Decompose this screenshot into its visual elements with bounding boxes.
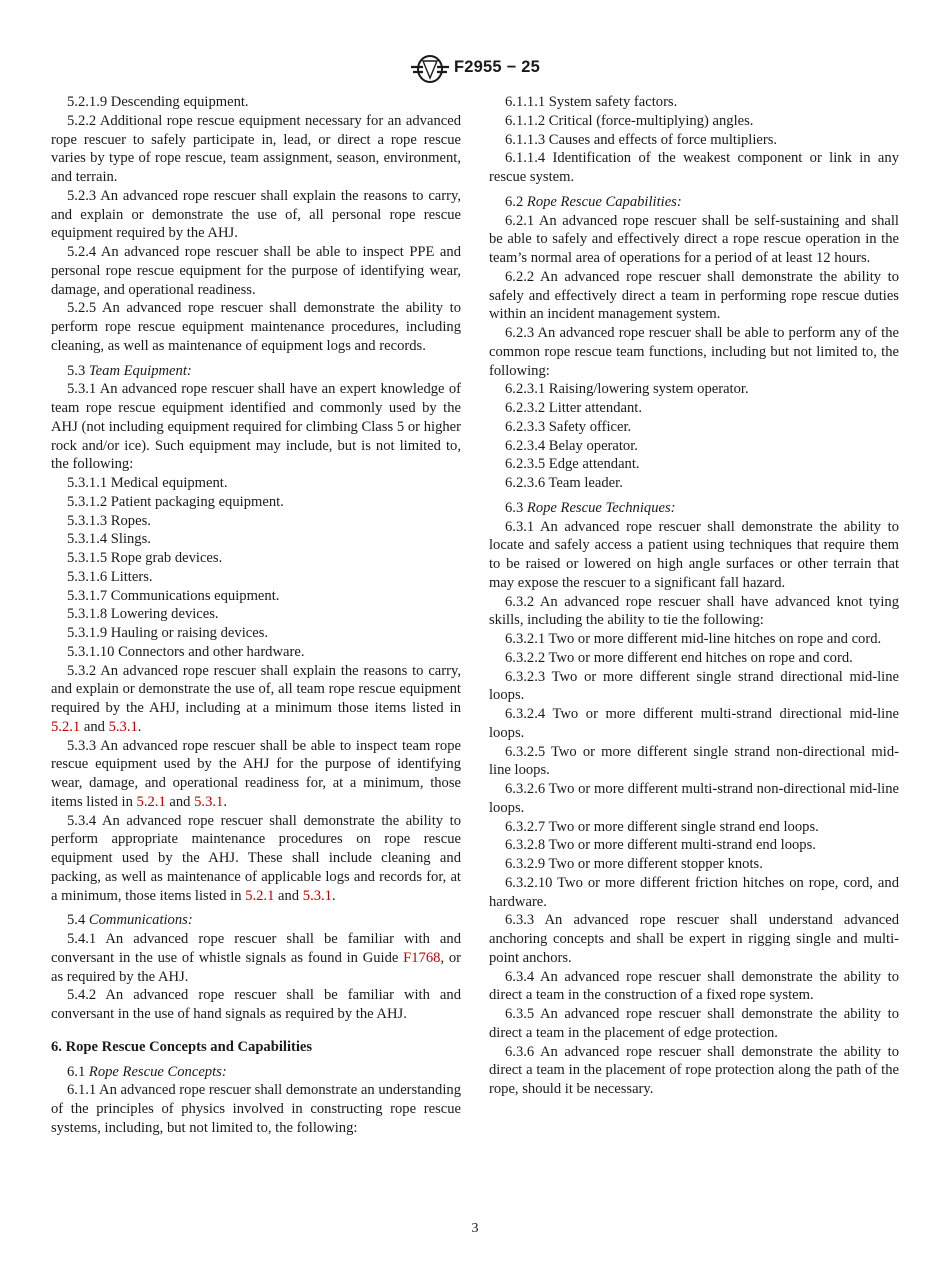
list-item: 6.1.1.1 System safety factors.	[505, 94, 678, 110]
list-item: 6.2.3.3 Safety officer.	[505, 418, 632, 435]
page-number: 3	[471, 1221, 479, 1236]
ref-link-5-2-1[interactable]: 5.2.1	[245, 887, 275, 904]
section-heading-6-3: 6.3 Rope Rescue Techniques:	[505, 499, 676, 516]
list-item: 6.3.2.6 Two or more different multi-strand non-directional mid-line loops.	[489, 781, 899, 816]
paragraph: 5.3.3 An advanced rope rescuer shall be able to inspect team rope rescue equipment used by the AHJ for the purpose of identifying wear, damage, and operational readiness for, at a minimum, those items listed in 5.2.1 and 5.3.1.	[51, 737, 461, 810]
section-heading-6-1: 6.1 Rope Rescue Concepts:	[67, 1063, 227, 1080]
list-item: 6.3.2.1 Two or more different mid-line hitches on rope and cord.	[505, 631, 882, 647]
paragraph: 5.2.1.9 Descending equipment.	[67, 94, 249, 110]
paragraph: 6.3.4 An advanced rope rescuer shall demonstrate the ability to direct a team in the construction of a fixed rope system.	[489, 968, 899, 1004]
list-item: 6.2.3.4 Belay operator.	[505, 437, 638, 454]
ref-link-5-3-1[interactable]: 5.3.1	[302, 887, 332, 904]
ref-link-5-3-1[interactable]: 5.3.1	[194, 793, 224, 810]
list-item: 6.2.3.2 Litter attendant.	[505, 400, 642, 416]
ref-link-5-3-1[interactable]: 5.3.1	[108, 718, 138, 735]
list-item: 5.3.1.7 Communications equipment.	[67, 587, 280, 604]
section-heading-6-2: 6.2 Rope Rescue Capabilities:	[505, 193, 682, 210]
list-item: 5.3.1.9 Hauling or raising devices.	[67, 625, 269, 641]
list-item: 5.3.1.3 Ropes.	[67, 512, 151, 529]
paragraph: 6.3.1 An advanced rope rescuer shall demonstrate the ability to locate and safely access a patient using techniques that require them to be raised or lowered on high angle surfaces or other terrain that may expose the rescuer to a significant fall hazard.	[489, 518, 899, 591]
list-item: 6.1.1.4 Identification of the weakest component or link in any rescue system.	[489, 150, 899, 185]
paragraph: 5.2.3 An advanced rope rescuer shall explain the reasons to carry, and explain or demonstrate the use of, all personal rope rescue equipment required by the AHJ.	[51, 187, 461, 242]
paragraph: 5.2.5 An advanced rope rescuer shall demonstrate the ability to perform rope rescue equipment maintenance procedures, including cleaning, as well as maintenance of equipment logs and records.	[51, 300, 461, 354]
list-item: 6.3.2.7 Two or more different single strand end loops.	[505, 818, 819, 835]
paragraph: 6.3.2 An advanced rope rescuer shall have advanced knot tying skills, including the ability to tie the following:	[489, 593, 899, 629]
list-item: 6.1.1.2 Critical (force-multiplying) angles.	[505, 112, 754, 129]
list-item: 5.3.1.1 Medical equipment.	[67, 475, 228, 491]
paragraph: 5.2.4 An advanced rope rescuer shall be able to inspect PPE and personal rope rescue equipment for the purpose of identifying wear, damage, and operational readiness.	[51, 244, 461, 298]
standard-designation: F2955 − 25	[454, 58, 540, 76]
paragraph: 5.3.2 An advanced rope rescuer shall explain the reasons to carry, and explain or demonstrate the use of, all team rope rescue equipment required by the AHJ, including at a minimum those items listed in 5.2.1 and 5.3.1.	[51, 662, 461, 735]
paragraph: 6.2.3 An advanced rope rescuer shall be able to perform any of the common rope rescue team functions, including but not limited to, the following:	[489, 325, 899, 379]
list-item: 5.3.1.8 Lowering devices.	[67, 606, 219, 623]
paragraph: 5.3.1 An advanced rope rescuer shall have an expert knowledge of team rope rescue equipment identified and commonly used by the AHJ (not including equipment required for climbing Class 5 or higher rock and/or ice). Such equipment may include, but is not limited to, the following:	[51, 381, 461, 473]
list-item: 6.2.3.5 Edge attendant.	[505, 456, 640, 473]
list-item: 5.3.1.4 Slings.	[67, 531, 151, 548]
list-item: 6.2.3.6 Team leader.	[505, 475, 623, 491]
left-column	[51, 93, 461, 1138]
paragraph: 6.2.2 An advanced rope rescuer shall demonstrate the ability to safely and effectively direct a team in performing rope rescue duties within an incident management system.	[489, 268, 899, 323]
paragraph: 5.4.1 An advanced rope rescuer shall be familiar with and conversant in the use of whistle signals as found in Guide F1768, or as required by the AHJ.	[51, 931, 461, 985]
list-item: 5.3.1.2 Patient packaging equipment.	[67, 493, 284, 510]
paragraph: 5.4.2 An advanced rope rescuer shall be familiar with and conversant in the use of hand signals as required by the AHJ.	[51, 987, 461, 1022]
ref-link-5-2-1[interactable]: 5.2.1	[51, 718, 81, 735]
page-header	[0, 55, 950, 85]
list-item: 6.2.3.1 Raising/lowering system operator.	[505, 381, 749, 398]
list-item: 5.3.1.10 Connectors and other hardware.	[67, 643, 305, 660]
section-title-6: 6. Rope Rescue Concepts and Capabilities	[51, 1038, 313, 1055]
section-heading-5-3: 5.3 Team Equipment:	[67, 362, 192, 379]
right-column	[489, 93, 899, 1099]
list-item: 6.3.2.10 Two or more different friction hitches on rope, cord, and hardware.	[489, 874, 899, 910]
list-item: 6.3.2.8 Two or more different multi-strand end loops.	[505, 837, 816, 854]
list-item: 5.3.1.5 Rope grab devices.	[67, 550, 223, 566]
list-item: 6.3.2.3 Two or more different single strand directional mid-line loops.	[489, 668, 899, 704]
ref-link-f1768[interactable]: F1768	[403, 949, 441, 966]
paragraph: 5.3.4 An advanced rope rescuer shall demonstrate the ability to perform appropriate maintenance procedures on rope rescue equipment used by the AHJ. These shall include cleaning and packing, as well as maintenance of applicable logs and records for, at a minimum, those items listed in 5.2.1 and 5.3.1.	[51, 812, 461, 904]
list-item: 6.3.2.4 Two or more different multi-strand directional mid-line loops.	[489, 706, 899, 741]
paragraph: 5.2.2 Additional rope rescue equipment necessary for an advanced rope rescuer to safely participate in, lead, or direct a rope rescue varies by type of rope rescue, team assignment, season, environment, and terrain.	[51, 112, 461, 185]
list-item: 6.1.1.3 Causes and effects of force multipliers.	[505, 131, 778, 148]
list-item: 6.3.2.5 Two or more different single strand non-directional mid-line loops.	[489, 743, 899, 779]
paragraph: 6.1.1 An advanced rope rescuer shall demonstrate an understanding of the principles of physics involved in constructing rope rescue systems, including, but not limited to, the following:	[51, 1082, 461, 1136]
list-item: 6.3.2.9 Two or more different stopper knots.	[505, 856, 763, 872]
list-item: 5.3.1.6 Litters.	[67, 568, 153, 585]
paragraph: 6.2.1 An advanced rope rescuer shall be self-sustaining and shall be able to safely and effectively direct a rope rescue operation in the team’s normal area of operations for a period of at least 12 hours.	[489, 212, 899, 266]
paragraph: 6.3.3 An advanced rope rescuer shall understand advanced anchoring concepts and shall be expert in rigging single and multi-point anchors.	[489, 912, 899, 966]
paragraph: 6.3.6 An advanced rope rescuer shall demonstrate the ability to direct a team in the placement of rope protection along the path of the rope, should it be necessary.	[489, 1043, 899, 1097]
ref-link-5-2-1[interactable]: 5.2.1	[136, 793, 166, 810]
section-heading-5-4: 5.4 Communications:	[67, 912, 193, 929]
paragraph: 6.3.5 An advanced rope rescuer shall demonstrate the ability to direct a team in the placement of edge protection.	[489, 1006, 899, 1041]
list-item: 6.3.2.2 Two or more different end hitches on rope and cord.	[505, 649, 853, 666]
astm-logo-icon	[409, 55, 451, 83]
